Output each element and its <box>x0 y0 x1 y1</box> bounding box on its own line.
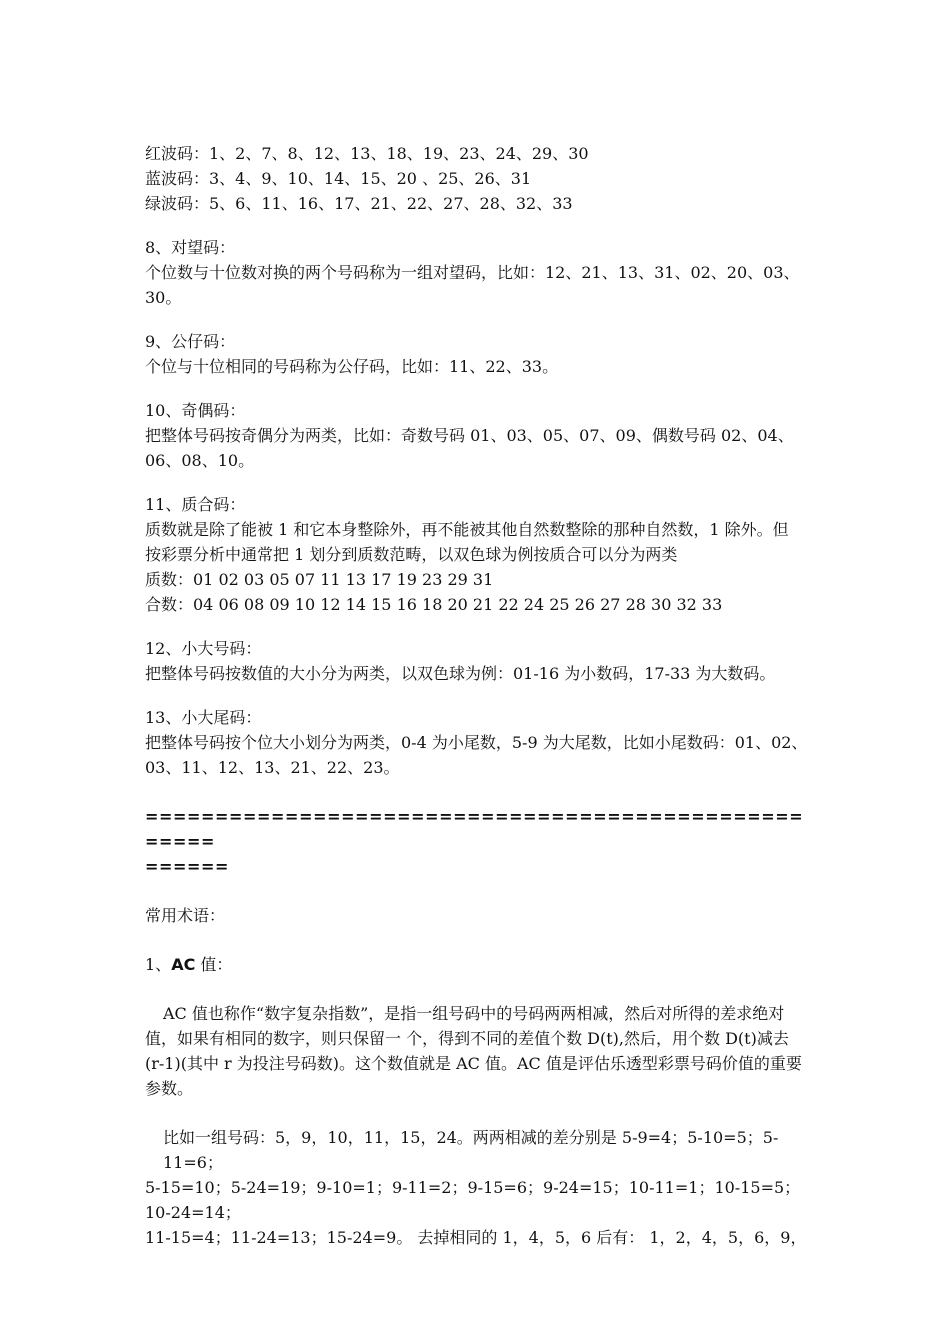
section-10-title: 10、奇偶码： <box>145 401 246 420</box>
section-11-text-1: 质数就是除了能被 1 和它本身整除外，再不能被其他自然数整除的那种自然数，1 除外。但 <box>145 520 789 539</box>
terms-heading: 常用术语： <box>145 906 226 925</box>
separator-line-2: ====== <box>145 857 230 876</box>
section-13-text-2: 03、11、12、13、21、22、23。 <box>145 758 400 777</box>
section-10-text-1: 把整体号码按奇偶分为两类，比如：奇数号码 01、03、05、07、09、偶数号码 02、04、 <box>145 426 794 445</box>
section-9-title: 9、公仔码： <box>145 332 236 351</box>
section-8-text-1: 个位数与十位数对换的两个号码称为一组对望码，比如：12、21、13、31、02、20、03、 <box>145 263 800 282</box>
section-13-title: 13、小大尾码： <box>145 708 262 727</box>
section-8-text-2: 30。 <box>145 288 182 307</box>
ac-value-title <box>145 952 810 977</box>
section-8-title: 8、对望码： <box>145 238 236 257</box>
section-12-title: 12、小大号码： <box>145 639 262 658</box>
section-13-text-1: 把整体号码按个位大小划分为两类，0-4 为小尾数，5-9 为大尾数，比如小尾数码：01、02、 <box>145 733 808 752</box>
ac-example-line-2: 5-15=10；5-24=19；9-10=1；9-11=2；9-15=6；9-24=15；10-11=1；10-15=5；10-24=14； <box>145 1178 801 1222</box>
ac-definition-line-1: AC 值也称作“数字复杂指数”，是指一组号码中的号码两两相减，然后对所得的差求绝对 <box>163 1004 785 1023</box>
section-11-text-2: 按彩票分析中通常把 1 划分到质数范畴，以双色球为例按质合可以分为两类 <box>145 545 678 564</box>
section-10-text-2: 06、08、10。 <box>145 451 255 470</box>
blue-wave-numbers: 蓝波码：3、4、9、10、14、15、20 、25、26、31 <box>145 169 532 188</box>
prime-numbers: 质数：01 02 03 05 07 11 13 17 19 23 29 31 <box>145 570 494 589</box>
ac-title-bold: AC <box>171 955 196 974</box>
ac-title-suffix: 值： <box>195 955 233 974</box>
red-wave-numbers: 红波码：1、2、7、8、12、13、18、19、23、24、29、30 <box>145 144 589 163</box>
ac-definition-line-3: (r-1)(其中 r 为投注号码数)。这个数值就是 AC 值。AC 值是评估乐透型彩票号码价值的重要 <box>145 1054 802 1073</box>
separator-line-1: ==================================================== <box>145 807 804 851</box>
ac-example-paragraph <box>145 1125 810 1250</box>
section-11-title: 11、质合码： <box>145 495 246 514</box>
ac-definition-paragraph <box>145 1001 810 1101</box>
green-wave-numbers: 绿波码：5、6、11、16、17、21、22、27、28、32、33 <box>145 194 573 213</box>
ac-example-line-1: 比如一组号码：5，9，10，11，15，24。两两相减的差分别是 5-9=4；5-10=5；5-11=6； <box>163 1128 779 1172</box>
composite-numbers: 合数：04 06 08 09 10 12 14 15 16 18 20 21 22 24 25 26 27 28 30 32 33 <box>145 595 723 614</box>
ac-definition-line-2: 值，如果有相同的数字，则只保留一 个，得到不同的差值个数 D(t),然后，用个数 D(t)减去 <box>145 1029 789 1048</box>
ac-example-line-3: 11-15=4；11-24=13；15-24=9。 去掉相同的 1，4，5，6 后有： 1，2，4，5，6，9， <box>145 1228 807 1247</box>
section-12-text-1: 把整体号码按数值的大小分为两类，以双色球为例：01-16 为小数码，17-33 为大数码。 <box>145 664 776 683</box>
document-page <box>145 141 810 1250</box>
ac-definition-line-4: 参数。 <box>145 1079 194 1098</box>
section-9-text-1: 个位与十位相同的号码称为公仔码，比如：11、22、33。 <box>145 357 559 376</box>
ac-title-prefix: 1、 <box>145 955 172 974</box>
